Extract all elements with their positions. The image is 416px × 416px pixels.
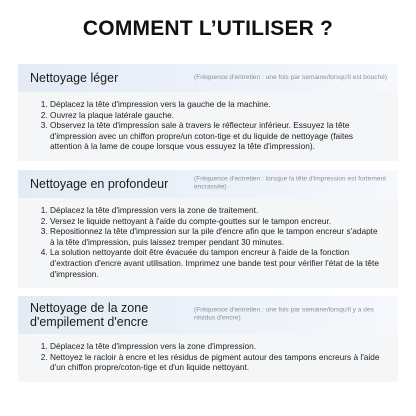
section-light-cleaning	[18, 64, 398, 161]
section-heading: Nettoyage de la zone d'empilement d'encre	[30, 301, 149, 329]
step-item: 1. Déplacez la tête d'impression vers la zone de traitement.	[50, 205, 384, 216]
page-title: COMMENT L’UTILISER ?	[82, 17, 334, 40]
maintenance-frequency: (Fréquence d'entretien : lorsque la tête d'impression est fortement encrassée)	[194, 175, 387, 191]
section-heading: Nettoyage léger	[30, 71, 119, 85]
steps-list	[39, 205, 384, 279]
step-item: 1. Déplacez la tête d'impression vers la zone d'impression.	[50, 341, 384, 352]
section-header	[18, 296, 398, 334]
section-ink-stack-cleaning	[18, 296, 398, 382]
section-body	[18, 92, 398, 161]
step-item: 4. La solution nettoyante doit être évacuée du tampon encreur à l'aide de la fonction d'extraction d'encre avant utilisation. Imprimez une bande test pour vérifier l'état de la tête d'impression.	[50, 247, 384, 279]
maintenance-frequency: (Fréquence d'entretien : une fois par semaine/lorsqu'il y a des résidus d'encre)	[194, 306, 374, 322]
section-deep-cleaning	[18, 170, 398, 288]
section-header	[18, 64, 398, 92]
step-item: 2. Versez le liquide nettoyant à l'aide du compte-gouttes sur le tampon encreur.	[50, 216, 384, 227]
steps-list	[39, 341, 384, 373]
steps-list	[39, 99, 384, 152]
section-body	[18, 198, 398, 288]
section-body	[18, 334, 398, 382]
step-item: 2. Ouvrez la plaque latérale gauche.	[50, 110, 384, 121]
step-item: 1. Déplacez la tête d'impression vers la gauche de la machine.	[50, 99, 384, 110]
maintenance-frequency: (Fréquence d'entretien : une fois par semaine/lorsqu'il est bouché)	[194, 73, 388, 81]
step-item: 3. Observez la tête d'impression sale à travers le réflecteur inférieur. Essuyez la tête d'impression avec un chiffon propre/un coton-tige et du liquide de nettoyage (faites attention à la lame de coupe lorsque vous essuyez la tête d'impression).	[50, 120, 384, 152]
step-item: 2. Nettoyez le racloir à encre et les résidus de pigment autour des tampons encreurs à l'aide d'un chiffon propre/coton-tige et d'un liquide nettoyant.	[50, 352, 384, 373]
section-heading: Nettoyage en profondeur	[30, 177, 169, 191]
step-item: 3. Repositionnez la tête d'impression sur la pile d'encre afin que le tampon encreur s'adapte à la tête d'impression, puis laissez tremper pendant 30 minutes.	[50, 226, 384, 247]
section-header	[18, 170, 398, 198]
